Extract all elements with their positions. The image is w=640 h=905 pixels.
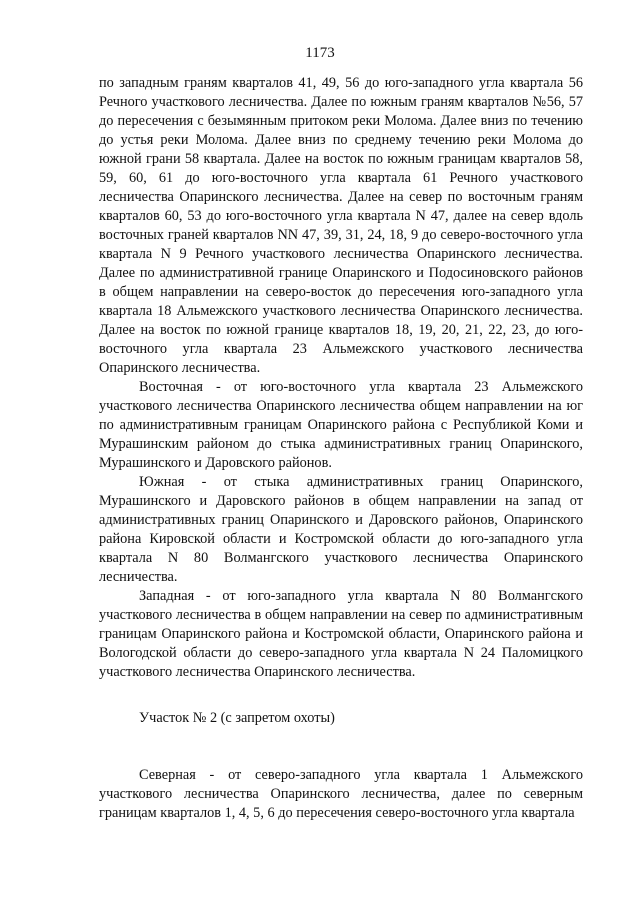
boundary-paragraph-south: Южная - от стыка административных границ Опаринского, Мурашинского и Даровского районов в общем направлении на запад от административных границ Опаринского и Даровского районов, Опаринского района Кировской области и Костромской области до юго-западного угла квартала N 80 Волмангского участкового лесничества Опаринского лесничества. (99, 474, 583, 585)
section-heading: Участок № 2 (с запретом охоты) (139, 710, 335, 726)
boundary-paragraph-west: Западная - от юго-западного угла квартала N 80 Волмангского участкового лесничества в общем направлении на север по административным границам Опаринского района и Костромской области, Опаринского района и Вологодской области до северо-западного угла квартала N 24 Паломицкого участкового лесничества Опаринского лесничества. (99, 588, 583, 680)
boundary-paragraph-north: Северная - от северо-западного угла квартала 1 Альмежского участкового лесничества Опаринского лесничества, далее по северным границам кварталов 1, 4, 5, 6 до пересечения северо-восточного угла квартала (99, 767, 583, 821)
document-body (99, 74, 583, 823)
page-number: 1173 (305, 45, 335, 61)
boundary-paragraph-continuation: по западным граням кварталов 41, 49, 56 до юго-западного угла квартала 56 Речного участкового лесничества. Далее по южным граням кварталов №56, 57 до пересечения с безымянным притоком реки Молома. Далее вниз по течению до устья реки Молома. Далее вниз по среднему течению реки Молома до южной грани 58 квартала. Далее на восток по южным границам кварталов 58, 59, 60, 61 до юго-восточного угла квартала 61 Речного участкового лесничества Опаринского лесничества. Далее на север по восточным граням кварталов 60, 53 до юго-восточного угла квартала N 47, далее на север вдоль восточных граней кварталов NN 47, 39, 31, 24, 18, 9 до северо-восточного угла квартала N 9 Речного участкового лесничества Опаринского лесничества. Далее по административной границе Опаринского и Подосиновского районов в общем направлении на северо-восток до пересечения юго-западного угла квартала 18 Альмежского участкового лесничества Опаринского лесничества. Далее на восток по южной границе кварталов 18, 19, 20, 21, 22, 23, до юго-восточного угла квартала 23 Альмежского участкового лесничества Опаринского лесничества. (99, 75, 583, 376)
boundary-paragraph-east: Восточная - от юго-восточного угла квартала 23 Альмежского участкового лесничества Опаринского лесничества общем направлении на юг по административным границам Опаринского района с Республикой Коми и Мурашинским районом до стыка административных границ Опаринского, Мурашинского и Даровского районов. (99, 379, 583, 471)
